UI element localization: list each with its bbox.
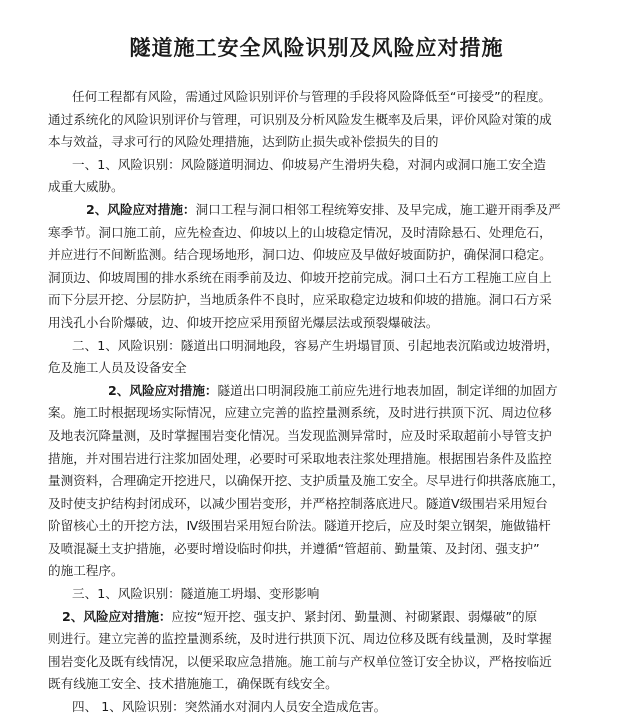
s4-risk-line: 四、 1、风险识别：突然涌水对洞内人员安全造成危害。: [72, 699, 387, 715]
s1-measure-text: 洞口工程与洞口相邻工程统筹安排、及早完成，施工避开雨季及严: [195, 201, 561, 217]
s1-risk-line: 一、1、风险识别：风险隧道明洞边、仰坡易产生滑坍失稳，对洞内或洞口施工安全造: [72, 156, 546, 172]
s1-measure-label: 2、风险应对措施：: [86, 201, 196, 217]
s3-measure-line: 则进行。建立完善的监控量测系统，及时进行拱顶下沉、周边位移及既有线量测，及时掌握: [48, 631, 552, 647]
s2-measure-label: 2、风险应对措施：: [108, 382, 218, 398]
intro-line: 通过系统化的风险识别评价与管理，可识别及分析风险发生概率及后果，评价风险对策的成: [48, 111, 552, 127]
s2-measure-text: 隧道出口明洞段施工前应先进行地表加固，制定详细的加固方: [217, 382, 558, 398]
s2-measure-line: 及喷混凝土支护措施，必要时增设临时仰拱，并遵循“管超前、勤量策、及封闭、强支护”: [48, 540, 540, 556]
s1-measure-line: 洞顶边、仰坡周围的排水系统在雨季前及边、仰坡开挖前完成。洞口土石方工程施工应自上: [48, 269, 552, 285]
s3-risk-line: 三、1、风险识别：隧道施工坍塌、变形影响: [72, 586, 320, 602]
s2-measure-line: 案。施工时根据现场实际情况，应建立完善的监控量测系统，及时进行拱顶下沉、周边位移: [48, 405, 552, 421]
s1-measure-first-line: [48, 199, 588, 222]
s3-measure-label: 2、风险应对措施：: [62, 608, 172, 624]
s1-measure-line: 用浅孔小台阶爆破，边、仰坡开挖应采用预留光爆层法或预裂爆破法。: [48, 314, 439, 330]
s2-measure-line: 及时使支护结构封闭成环，以减少围岩变形，并严格控制落底进尺。隧道Ⅴ级围岩采用短台: [48, 495, 548, 511]
s1-measure-line: 而下分层开挖、分层防护，当地质条件不良时，应采取稳定边坡和仰坡的措施。洞口石方采: [48, 292, 552, 308]
s3-measure-first-line: [48, 606, 588, 629]
s1-risk-line: 成重大威胁。: [48, 179, 124, 195]
s2-measure-first-line: [48, 380, 588, 403]
s2-measure-line: 措施，并对围岩进行注浆加固处理，必要时可采取地表注浆处理措施。根据围岩条件及监控: [48, 450, 552, 466]
intro-line: 任何工程都有风险，需通过风险识别评价与管理的手段将风险降低至“可接受”的程度。: [72, 89, 552, 104]
s2-measure-line: 及地表沉降量测，及时掌握围岩变化情况。当发现监测异常时，应及时采取超前小导管支护: [48, 427, 552, 443]
s1-measure-line: 并应进行不间断监测。结合现场地形，洞口边、仰坡应及早做好坡面防护，确保洞口稳定。: [48, 247, 552, 263]
intro-line: 本与效益，寻求可行的风险处理措施，达到防止损失或补偿损失的目的: [48, 134, 439, 150]
s3-measure-text: 应按“短开挖、强支护、紧封闭、勤量测、衬砌紧跟、弱爆破”的原: [171, 608, 538, 624]
s2-risk-line: 危及施工人员及设备安全: [48, 360, 187, 376]
s2-risk-line: 二、1、风险识别：隧道出口明洞地段，容易产生坍塌冒顶、引起地表沉陷或边坡滑坍，: [72, 337, 559, 353]
s3-measure-line: 围岩变化及既有线情况，以便采取应急措施。施工前与产权单位签订安全协议，严格按临近: [48, 653, 552, 669]
s1-measure-line: 寒季节。洞口施工前，应先检查边、仰坡以上的山坡稳定情况，及时清除悬石、处理危石，: [48, 224, 552, 240]
s2-measure-line: 阶留核心土的开挖方法，Ⅳ级围岩采用短台阶法。隧道开挖后，应及时架立钢架，施做锚杆: [48, 518, 551, 534]
document-body: [48, 86, 588, 719]
s2-measure-line: 量测资料，合理确定开挖进尺，以确保开挖、支护质量及施工安全。尽早进行仰拱落底施工，: [48, 473, 565, 489]
page-title: 隧道施工安全风险识别及风险应对措施: [129, 35, 504, 60]
s2-measure-line: 的施工程序。: [48, 563, 124, 579]
s3-measure-line: 既有线施工安全、技术措施施工，确保既有线安全。: [48, 676, 338, 692]
